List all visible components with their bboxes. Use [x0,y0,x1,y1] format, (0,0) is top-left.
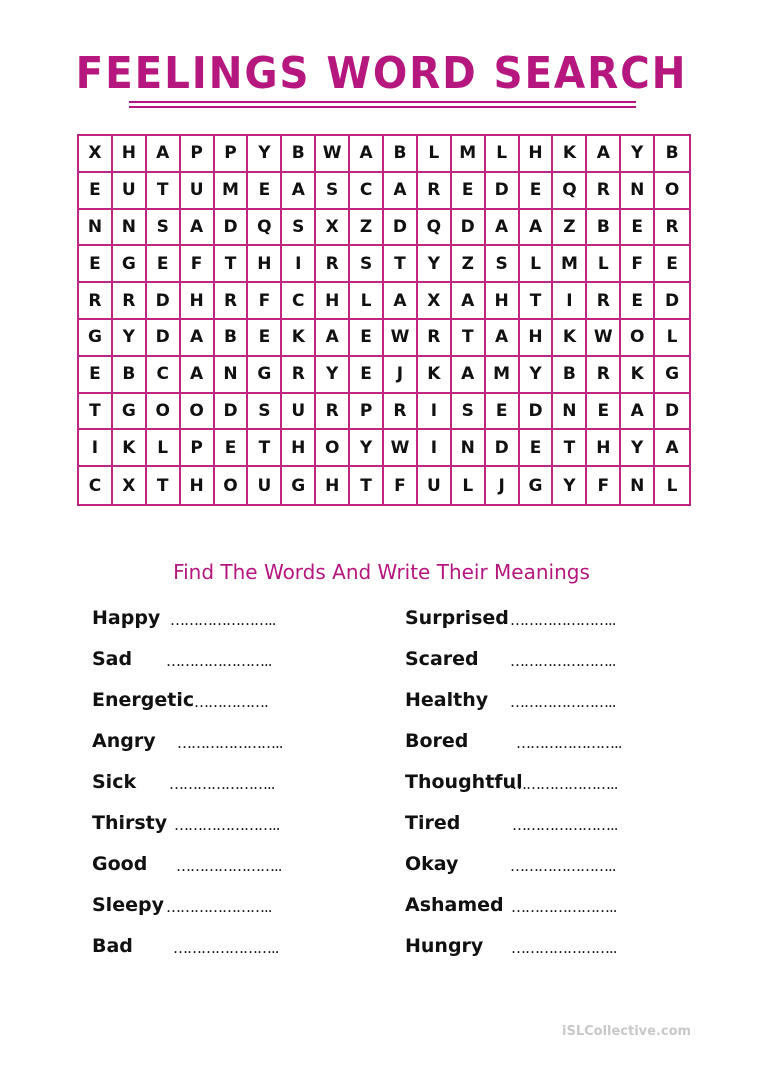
grid-cell: R [655,210,689,247]
grid-cell: L [486,136,520,173]
grid-cell: S [147,210,181,247]
grid-cell: E [79,357,113,394]
grid-cell: E [587,394,621,431]
grid-cell: J [384,357,418,394]
grid-cell: R [418,173,452,210]
grid-cell: M [553,246,587,283]
grid-cell: I [418,430,452,467]
grid-cell: I [418,394,452,431]
grid-cell: A [181,357,215,394]
grid-cell: K [418,357,452,394]
grid-cell: D [215,394,249,431]
answer-blank: ………………….. [512,816,618,834]
grid-cell: E [79,246,113,283]
grid-cell: H [181,467,215,504]
grid-cell: A [621,394,655,431]
grid-cell: Y [316,357,350,394]
grid-cell: Y [520,357,554,394]
grid-cell: A [384,173,418,210]
grid-cell: Q [248,210,282,247]
grid-cell: X [316,210,350,247]
answer-blank: ………………….. [510,857,616,875]
grid-cell: E [248,173,282,210]
word-label: Tired [405,812,461,834]
grid-cell: Z [452,246,486,283]
grid-cell: P [215,136,249,173]
grid-cell: N [113,210,147,247]
grid-cell: H [316,283,350,320]
grid-cell: S [452,394,486,431]
grid-cell: B [113,357,147,394]
watermark: iSLCollective.com [562,1024,692,1039]
grid-cell: N [621,173,655,210]
grid-cell: D [215,210,249,247]
answer-blank: ………………….. [511,939,617,957]
grid-cell: R [587,173,621,210]
answer-blank: ………………….. [166,898,272,916]
grid-cell: E [350,320,384,357]
grid-cell: D [486,430,520,467]
grid-cell: F [248,283,282,320]
grid-cell: E [79,173,113,210]
grid-cell: U [418,467,452,504]
grid-cell: A [316,320,350,357]
grid-cell: O [215,467,249,504]
grid-cell: R [215,283,249,320]
word-label: Thoughtful [405,771,523,793]
grid-cell: H [520,320,554,357]
grid-cell: C [147,357,181,394]
grid-cell: T [147,173,181,210]
grid-cell: D [655,283,689,320]
answer-blank: ………………….. [510,652,616,670]
grid-cell: L [655,320,689,357]
grid-cell: I [553,283,587,320]
grid-cell: G [282,467,316,504]
grid-cell: P [181,430,215,467]
grid-cell: T [520,283,554,320]
grid-cell: B [587,210,621,247]
grid-cell: M [486,357,520,394]
grid-cell: E [350,357,384,394]
grid-cell: T [384,246,418,283]
grid-cell: R [418,320,452,357]
title-underline-2 [129,106,636,108]
grid-cell: D [147,320,181,357]
grid-cell: L [587,246,621,283]
grid-cell: L [418,136,452,173]
grid-cell: L [666,475,678,496]
grid-cell: K [282,320,316,357]
grid-cell: N [79,210,113,247]
grid-cell: D [147,283,181,320]
word-label: Sad [92,648,133,670]
grid-cell: N [452,430,486,467]
grid-cell: F [621,246,655,283]
grid-cell: E [215,430,249,467]
grid-cell: M [452,136,486,173]
grid-cell: G [248,357,282,394]
word-label: Healthy [405,689,489,711]
word-label: Bored [405,730,469,752]
grid-cell: C [79,467,113,504]
grid-cell: U [248,467,282,504]
grid-cell: S [282,210,316,247]
grid-cell: Y [621,430,655,467]
grid-cell: G [520,467,554,504]
grid-cell: N [621,467,655,504]
grid-cell: L [147,430,181,467]
grid-cell: I [79,430,113,467]
grid-cell: H [520,136,554,173]
grid-cell: A [655,430,689,467]
grid-cell: Y [113,320,147,357]
grid-cell: E [520,430,554,467]
grid-cell: G [113,246,147,283]
answer-blank: ………………….. [170,611,276,629]
grid-cell: K [621,357,655,394]
grid-cell: A [486,210,520,247]
grid-cell: B [282,136,316,173]
grid-cell: L [350,283,384,320]
grid-cell: K [553,320,587,357]
grid-cell: B [655,136,689,173]
word-label: Surprised [405,607,509,629]
grid-cell: R [316,246,350,283]
grid-cell: A [486,320,520,357]
answer-blank: ………………….. [174,816,280,834]
grid-cell: W [316,136,350,173]
grid-cell: R [79,283,113,320]
grid-cell: X [79,136,113,173]
grid-cell: C [282,283,316,320]
grid-cell: N [553,394,587,431]
grid-cell: A [384,283,418,320]
grid-cell: K [113,430,147,467]
grid-cell: H [181,283,215,320]
grid-cell: S [248,394,282,431]
answer-blank: ………………….. [512,775,618,793]
word-label: Happy [92,607,161,629]
grid-cell: R [384,394,418,431]
answer-blank: ………………….. [177,734,283,752]
grid-cell: R [587,283,621,320]
grid-cell: H [113,136,147,173]
grid-cell: W [587,320,621,357]
grid-cell: G [113,394,147,431]
grid-cell: A [282,173,316,210]
grid-cell: T [452,320,486,357]
grid-cell: A [520,210,554,247]
grid-cell: R [316,394,350,431]
grid-cell: S [486,246,520,283]
grid-cell: T [248,430,282,467]
answer-blank: ………………….. [166,652,272,670]
answer-blank: ………………….. [510,693,616,711]
grid-cell: D [452,210,486,247]
grid-cell: Q [418,210,452,247]
grid-cell: L [452,467,486,504]
grid-cell: T [350,467,384,504]
answer-blank: ………………….. [510,611,616,629]
grid-cell: Y [621,136,655,173]
grid-cell: Y [553,467,587,504]
grid-cell: A [587,136,621,173]
grid-cell: R [113,283,147,320]
word-label: Energetic [92,689,195,711]
instructions: Find The Words And Write Their Meanings [173,560,590,584]
answer-blank: ………………….. [511,898,617,916]
answer-blank: ………………….. [173,939,279,957]
word-label: Scared [405,648,479,670]
grid-cell: P [181,136,215,173]
page-title: FEELINGS WORD SEARCH [75,48,688,99]
title-underline [129,101,636,103]
grid-cell: U [181,173,215,210]
grid-cell: H [587,430,621,467]
grid-cell: O [316,430,350,467]
grid-cell: T [79,394,113,431]
grid-cell: S [316,173,350,210]
grid-cell: G [655,357,689,394]
grid-cell: B [553,357,587,394]
grid-cell: O [655,173,689,210]
grid-cell: T [147,467,181,504]
grid-cell: A [147,136,181,173]
grid-cell: Z [553,210,587,247]
word-label: Angry [92,730,156,752]
grid-cell: X [113,467,147,504]
grid-cell: H [282,430,316,467]
grid-cell: S [350,246,384,283]
grid-cell: H [486,283,520,320]
grid-cell: F [384,467,418,504]
grid-cell: O [147,394,181,431]
word-label: Hungry [405,935,484,957]
grid-cell: C [350,173,384,210]
grid-cell: N [215,357,249,394]
grid-cell: D [655,394,689,431]
grid-cell: E [655,246,689,283]
word-label: Okay [405,853,459,875]
grid-cell: A [452,357,486,394]
grid-cell: D [384,210,418,247]
grid-cell: E [621,283,655,320]
grid-cell: Y [418,246,452,283]
answer-blank: ………………….. [169,775,275,793]
word-label: Sleepy [92,894,164,916]
grid-cell: K [553,136,587,173]
grid-cell: E [621,210,655,247]
grid-cell: H [316,467,350,504]
word-label: Sick [92,771,137,793]
grid-cell: F [587,467,621,504]
grid-cell: J [486,467,520,504]
word-label: Good [92,853,148,875]
answer-blank: ………………….. [176,857,282,875]
grid-cell: R [587,357,621,394]
grid-cell: D [520,394,554,431]
grid-cell: W [384,430,418,467]
grid-cell: G [79,320,113,357]
grid-cell: M [215,173,249,210]
grid-cell: Q [553,173,587,210]
grid-cell: A [181,320,215,357]
answer-blank: ………………….. [516,734,622,752]
answer-blank: ……………. [194,693,268,711]
grid-cell: F [181,246,215,283]
grid-cell: P [350,394,384,431]
grid-cell: X [418,283,452,320]
grid-cell: Y [350,430,384,467]
grid-cell: W [384,320,418,357]
grid-cell: E [248,320,282,357]
grid-cell: E [147,246,181,283]
grid-cell: T [215,246,249,283]
grid-cell: T [553,430,587,467]
grid-cell: E [452,173,486,210]
word-search-grid [77,134,691,506]
grid-cell: Y [248,136,282,173]
word-label: Thirsty [92,812,168,834]
grid-cell: B [384,136,418,173]
grid-cell: A [181,210,215,247]
grid-cell: A [452,283,486,320]
grid-cell: Z [350,210,384,247]
word-label: Ashamed [405,894,504,916]
grid-cell: D [486,173,520,210]
grid-cell: E [486,394,520,431]
grid-cell: O [621,320,655,357]
grid-cell: R [282,357,316,394]
grid-cell: E [520,173,554,210]
grid-cell: O [181,394,215,431]
word-label: Bad [92,935,133,957]
grid-cell: U [113,173,147,210]
grid-cell: B [215,320,249,357]
grid-cell: H [248,246,282,283]
grid-cell: L [520,246,554,283]
grid-cell: A [350,136,384,173]
grid-cell: I [282,246,316,283]
grid-cell: U [282,394,316,431]
